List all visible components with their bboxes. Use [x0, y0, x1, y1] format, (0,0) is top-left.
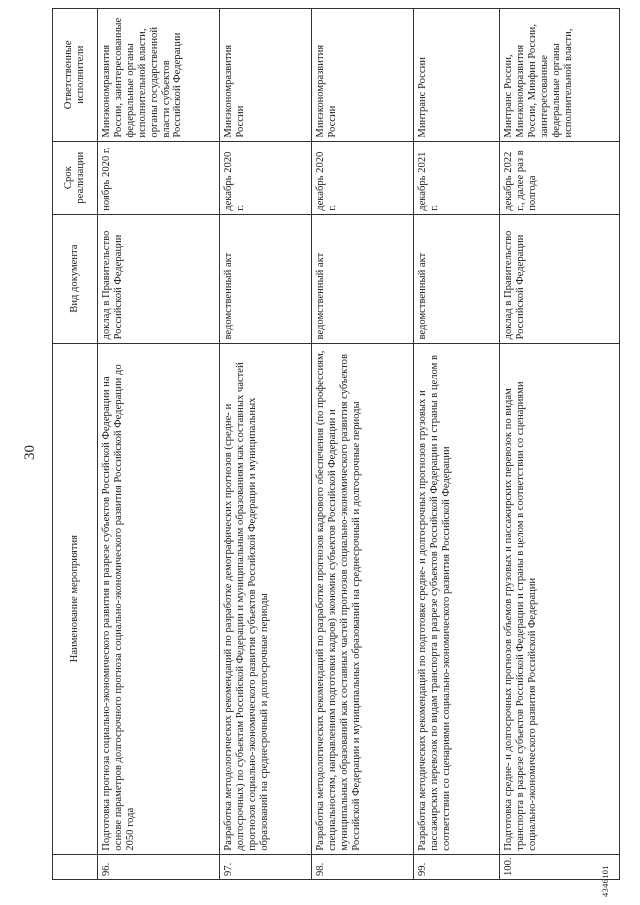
- row-name: Разработка методологических рекомендаций по разработке демографических прогнозов (средне- и долгосрочных) по субъектам Российской Федерации и муниципальным образованиям как составных частей прогнозов социально-экономического развития субъектов Российской Федерации и муниципальных образований на среднесрочный и долгосрочные периоды: [220, 343, 312, 854]
- row-doc-type: ведомственный акт: [414, 214, 500, 343]
- row-name: Разработка методологических рекомендаций по разработке прогнозов кадрового обеспечения (по профессиям, специальностям, направлениям подготовки кадров) экономик субъектов Российской Федерации и муниципальных образований как составных частей прогнозов социально-экономического развития субъектов Российской Федерации и муниципальных образований на среднесрочный и долгосрочные периоды: [312, 343, 414, 854]
- row-number: 96.: [98, 854, 220, 879]
- row-doc-type: ведомственный акт: [312, 214, 414, 343]
- row-number: 97.: [220, 854, 312, 879]
- row-name: Подготовка прогноза социально-экономического развития в разрезе субъектов Российской Федерации на основе параметров долгосрочного прогноза социально-экономического развития Российской Федерации до 2050 года: [98, 343, 220, 854]
- row-term: ноябрь 2020 г.: [98, 141, 220, 214]
- row-term: декабрь 2020 г.: [220, 141, 312, 214]
- header-num: [53, 854, 98, 879]
- header-responsible: Ответственные исполнители: [53, 9, 98, 142]
- table-header-row: [53, 9, 98, 880]
- row-name: Подготовка средне- и долгосрочных прогнозов объемов грузовых и пассажирских перевозок по видам транспорта в разрезе субъектов Российской Федерации и страны в целом в соответствии со сценариями социально-экономического развития Российской Федерации: [500, 343, 620, 854]
- row-responsible: Минтранс России: [414, 9, 500, 142]
- table-row: [220, 9, 312, 880]
- row-name: Разработка методических рекомендаций по подготовке средне- и долгосрочных прогнозов грузовых и пассажирских перевозок по видам транспорта в разрезе субъектов Российской Федерации и страны в целом в соответствии со сценариями социально-экономического развития Российской Федерации: [414, 343, 500, 854]
- table-row: [414, 9, 500, 880]
- measures-table: [52, 8, 620, 880]
- header-doc-type: Вид документа: [53, 214, 98, 343]
- table-row: [500, 9, 620, 880]
- row-responsible: Минэкономразвития России, заинтересованные федеральные органы исполнительной власти, органы государственной власти субъектов Российской Федерации: [98, 9, 220, 142]
- row-responsible: Минэкономразвития России: [220, 9, 312, 142]
- table-row: [98, 9, 220, 880]
- row-term: декабрь 2021 г.: [414, 141, 500, 214]
- table-row: [312, 9, 414, 880]
- header-term: Срок реализации: [53, 141, 98, 214]
- header-name: Наименование мероприятия: [53, 343, 98, 854]
- row-doc-type: ведомственный акт: [220, 214, 312, 343]
- row-number: 98.: [312, 854, 414, 879]
- row-term: декабрь 2020 г.: [312, 141, 414, 214]
- row-doc-type: доклад в Правительство Российской Федерации: [500, 214, 620, 343]
- document-code: 4346101: [600, 865, 610, 897]
- row-responsible: Минэкономразвития России: [312, 9, 414, 142]
- row-responsible: Минтранс России, Минэкономразвития России, Минфин России, заинтересованные федеральные органы исполнительной власти,: [500, 9, 620, 142]
- row-number: 100.: [500, 854, 620, 879]
- row-number: 99.: [414, 854, 500, 879]
- row-term: декабрь 2022 г., далее раз в полгода: [500, 141, 620, 214]
- row-doc-type: доклад в Правительство Российской Федерации: [98, 214, 220, 343]
- page-number: 30: [22, 445, 38, 460]
